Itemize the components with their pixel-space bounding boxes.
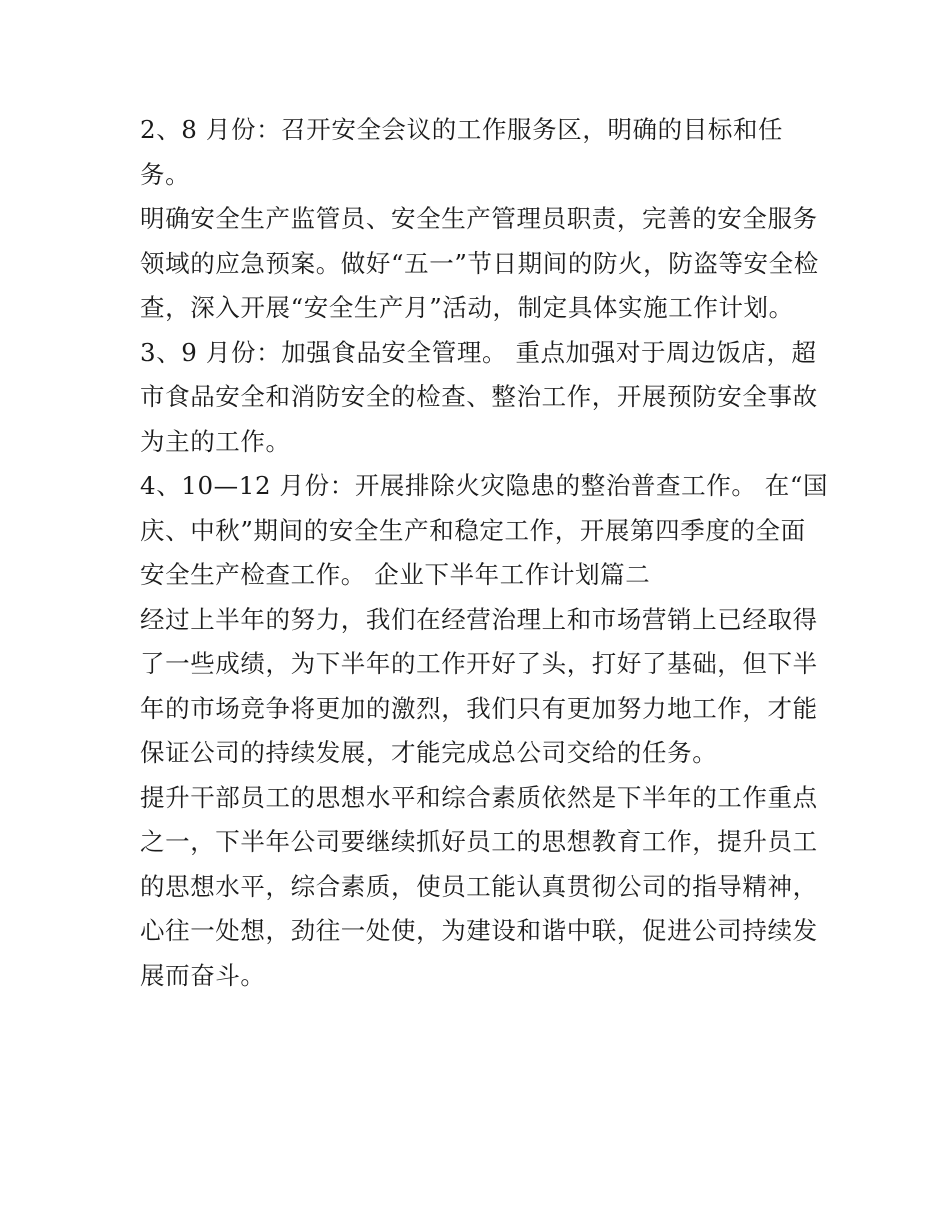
text-line: 查，深入开展“安全生产月”活动，制定具体实施工作计划。 xyxy=(140,293,794,322)
text-line: 提升干部员工的思想水平和综合素质依然是下半年的工作重点 xyxy=(140,782,818,812)
text-line: 领域的应急预案。做好“五一”节日期间的防火，防盗等安全检 xyxy=(140,248,819,278)
text-line: 4、10—12 月份：开展排除火灾隐患的整治普查工作。 在“国 xyxy=(140,471,829,500)
text-line: 经过上半年的努力，我们在经营治理上和市场营销上已经取得 xyxy=(140,604,818,634)
text-line: 庆、中秋”期间的安全生产和稳定工作，开展第四季度的全面 xyxy=(140,515,806,545)
text-line: 为主的工作。 xyxy=(140,426,291,456)
text-line: 的思想水平，综合素质，使员工能认真贯彻公司的指导精神， xyxy=(140,871,818,901)
text-line: 3、9 月份：加强食品安全管理。 重点加强对于周边饭店，超 xyxy=(140,337,817,367)
text-line: 市食品安全和消防安全的检查、整治工作，开展预防安全事故 xyxy=(140,382,818,411)
text-line: 了一些成绩，为下半年的工作开好了头，打好了基础，但下半 xyxy=(140,649,818,678)
text-line: 明确安全生产监管员、安全生产管理员职责，完善的安全服务 xyxy=(140,204,818,233)
text-line: 心往一处想，劲往一处使，为建设和谐中联，促进公司持续发 xyxy=(140,916,818,945)
document-body xyxy=(140,108,829,998)
text-line: 务。 xyxy=(140,159,191,189)
text-line: 2、8 月份：召开安全会议的工作服务区，明确的目标和任 xyxy=(140,115,784,144)
text-line: 年的市场竞争将更加的激烈，我们只有更加努力地工作，才能 xyxy=(140,693,818,723)
text-line: 保证公司的持续发展，才能完成总公司交给的任务。 xyxy=(140,738,718,767)
text-line: 展而奋斗。 xyxy=(140,960,266,990)
text-line: 之一，下半年公司要继续抓好员工的思想教育工作，提升员工 xyxy=(140,827,818,856)
text-line: 安全生产检查工作。 企业下半年工作计划篇二 xyxy=(140,560,651,589)
